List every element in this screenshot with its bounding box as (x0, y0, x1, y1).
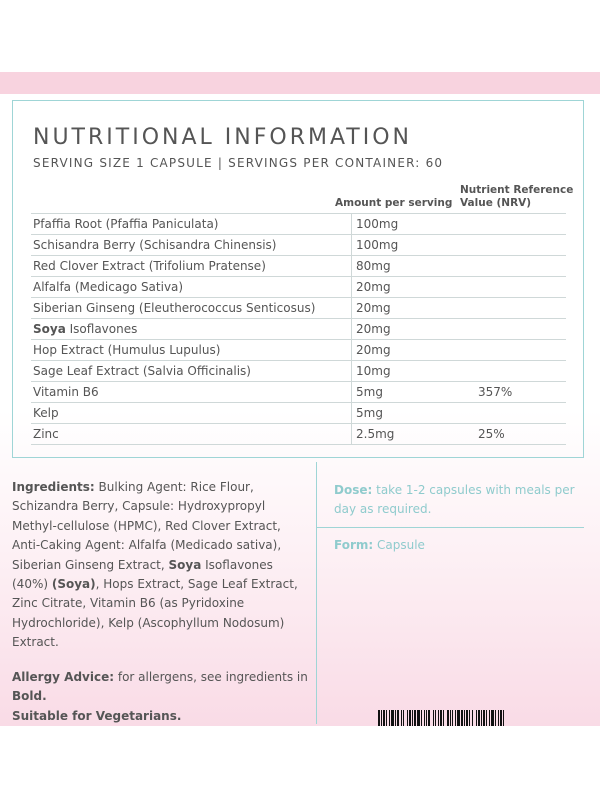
ingredients-part3: , Hops Extract, Sage Leaf Extract, Zinc Citrate, Vitamin B6 (as Pyridoxine Hydrochloride), Kelp (Ascophyllum Nodosum) Extract. (12, 577, 298, 650)
table-row (31, 256, 566, 277)
vertical-divider (316, 462, 317, 724)
nutrient-nrv (474, 319, 566, 340)
column-header-nrv (460, 184, 573, 210)
allergy-advice (12, 668, 308, 726)
form-label: Form: (334, 538, 374, 552)
form-text (334, 538, 425, 552)
nutrient-amount: 2.5mg (352, 424, 475, 445)
vegetarian-note (12, 707, 308, 726)
barcode (378, 710, 584, 726)
nutrient-name: Pfaffia Root (Pfaffia Paniculata) (31, 214, 352, 235)
allergy-bold-word: Bold. (12, 689, 47, 704)
nutrient-amount: 20mg (352, 319, 475, 340)
nutrient-nrv: 357% (474, 382, 566, 403)
table-row (31, 298, 566, 319)
barcode-bar (469, 710, 470, 726)
nutrient-nrv (474, 277, 566, 298)
nutrient-amount: 80mg (352, 256, 475, 277)
barcode-bar (409, 710, 411, 726)
dose-text (334, 481, 584, 520)
column-header-nrv-line1: Nutrient Reference (460, 184, 574, 196)
column-header-amount: Amount per serving (335, 197, 453, 209)
nutrient-nrv: 25% (474, 424, 566, 445)
nutrient-name-rest: Isoflavones (65, 322, 138, 336)
barcode-bar (401, 710, 402, 726)
serving-info (33, 156, 443, 170)
table-row (31, 277, 566, 298)
barcode-bar (428, 710, 430, 726)
barcode-bar (438, 710, 439, 726)
nutrition-panel (12, 100, 584, 458)
barcode-bar (391, 710, 394, 726)
nutrient-amount: 5mg (352, 382, 475, 403)
barcode-bar (397, 710, 399, 726)
barcode-bar (407, 710, 408, 726)
barcode-bar (495, 710, 496, 726)
table-row (31, 214, 566, 235)
ingredients-bold-soya: Soya (168, 557, 202, 572)
table-row (31, 361, 566, 382)
barcode-bar (378, 710, 380, 726)
barcode-bar (498, 710, 499, 726)
barcode-bar (414, 710, 416, 726)
ingredients-bold-soya-paren: (Soya) (51, 577, 96, 592)
nutrient-amount: 10mg (352, 361, 475, 382)
barcode-bar (389, 710, 390, 726)
pink-header-band (0, 72, 600, 94)
barcode-bar (450, 710, 451, 726)
table-row (31, 319, 566, 340)
barcode-bar (476, 710, 477, 726)
barcode-bar (440, 710, 442, 726)
barcode-bar (435, 710, 436, 726)
vegetarian-text: Suitable for Vegetarians. (12, 708, 182, 723)
nutrient-name: Sage Leaf Extract (Salvia Officinalis) (31, 361, 352, 382)
nutrient-name: Vitamin B6 (31, 382, 352, 403)
barcode-bar (466, 710, 468, 726)
form-body: Capsule (373, 538, 425, 552)
nutrient-name: Alfalfa (Medicago Sativa) (31, 277, 352, 298)
nutrient-name: Red Clover Extract (Trifolium Pratense) (31, 256, 352, 277)
nutrient-amount: 20mg (352, 340, 475, 361)
nutrient-name: Schisandra Berry (Schisandra Chinensis) (31, 235, 352, 256)
barcode-bar (383, 710, 385, 726)
barcode-bar (452, 710, 453, 726)
barcode-bar (412, 710, 413, 726)
barcode-bar (443, 710, 444, 726)
barcode-bar (381, 710, 382, 726)
ingredients-part2: Isoflavones (40%) (12, 557, 273, 592)
barcode-bar (421, 710, 422, 726)
serving-separator: | (212, 156, 229, 170)
nutrient-name: Kelp (31, 403, 352, 424)
nutrient-nrv (474, 256, 566, 277)
column-header-nrv-line2: Value (NRV) (460, 197, 532, 209)
table-row (31, 403, 566, 424)
dose-body: take 1-2 capsules with meals per day as required. (334, 483, 575, 517)
allergy-label: Allergy Advice: (12, 670, 115, 684)
serving-size: SERVING SIZE 1 CAPSULE (33, 156, 213, 170)
nutrient-nrv (474, 235, 566, 256)
nutrient-name: Siberian Ginseng (Eleutherococcus Senticosus) (31, 298, 352, 319)
table-row (31, 340, 566, 361)
servings-per-container: SERVINGS PER CONTAINER: 60 (228, 156, 444, 170)
nutrient-nrv (474, 340, 566, 361)
barcode-bar (426, 710, 427, 726)
nutrient-name-bold: Soya (33, 322, 66, 336)
horizontal-divider (316, 527, 584, 528)
nutrient-name: Hop Extract (Humulus Lupulus) (31, 340, 352, 361)
nutrient-nrv (474, 298, 566, 319)
nutrient-name (31, 319, 352, 340)
barcode-bar (464, 710, 465, 726)
barcode-bar (489, 710, 490, 726)
barcode-bar (486, 710, 487, 726)
nutrient-amount: 100mg (352, 235, 475, 256)
barcode-bar (483, 710, 485, 726)
dose-label: Dose: (334, 483, 373, 497)
nutrient-name: Zinc (31, 424, 352, 445)
barcode-bar (500, 710, 502, 726)
barcode-bar (461, 710, 463, 726)
barcode-bar (386, 710, 387, 726)
barcode-bar (403, 710, 404, 726)
nutrient-amount: 20mg (352, 298, 475, 319)
nutrient-nrv (474, 403, 566, 424)
barcode-bar (478, 710, 480, 726)
barcode-bar (433, 710, 434, 726)
barcode-bar (417, 710, 420, 726)
table-row (31, 382, 566, 403)
barcode-bar (424, 710, 425, 726)
barcode-bar (395, 710, 396, 726)
nutrient-nrv (474, 214, 566, 235)
allergy-body: for allergens, see ingredients in (114, 670, 308, 684)
nutrition-title: NUTRITIONAL INFORMATION (33, 125, 412, 150)
barcode-bar (503, 710, 504, 726)
barcode-bar (455, 710, 456, 726)
nutrient-nrv (474, 361, 566, 382)
barcode-bar (457, 710, 460, 726)
barcode-bar (491, 710, 494, 726)
ingredients-text (12, 478, 308, 653)
nutrient-amount: 100mg (352, 214, 475, 235)
table-row (31, 424, 566, 445)
nutrient-amount: 20mg (352, 277, 475, 298)
allergy-text (12, 668, 308, 707)
nutrient-amount: 5mg (352, 403, 475, 424)
barcode-bar (447, 710, 449, 726)
table-row (31, 235, 566, 256)
ingredients-label: Ingredients: (12, 480, 95, 494)
ingredients-part1: Bulking Agent: Rice Flour, Schizandra Berry, Capsule: Hydroxypropyl Methyl-cellulose (HPMC), Red Clover Extract, Anti-Caking Agent: Alfalfa (Medicado sativa), Siberian Ginseng Extract, (12, 480, 282, 572)
barcode-bar (481, 710, 482, 726)
nutrition-table (31, 213, 566, 445)
barcode-bar (472, 710, 473, 726)
